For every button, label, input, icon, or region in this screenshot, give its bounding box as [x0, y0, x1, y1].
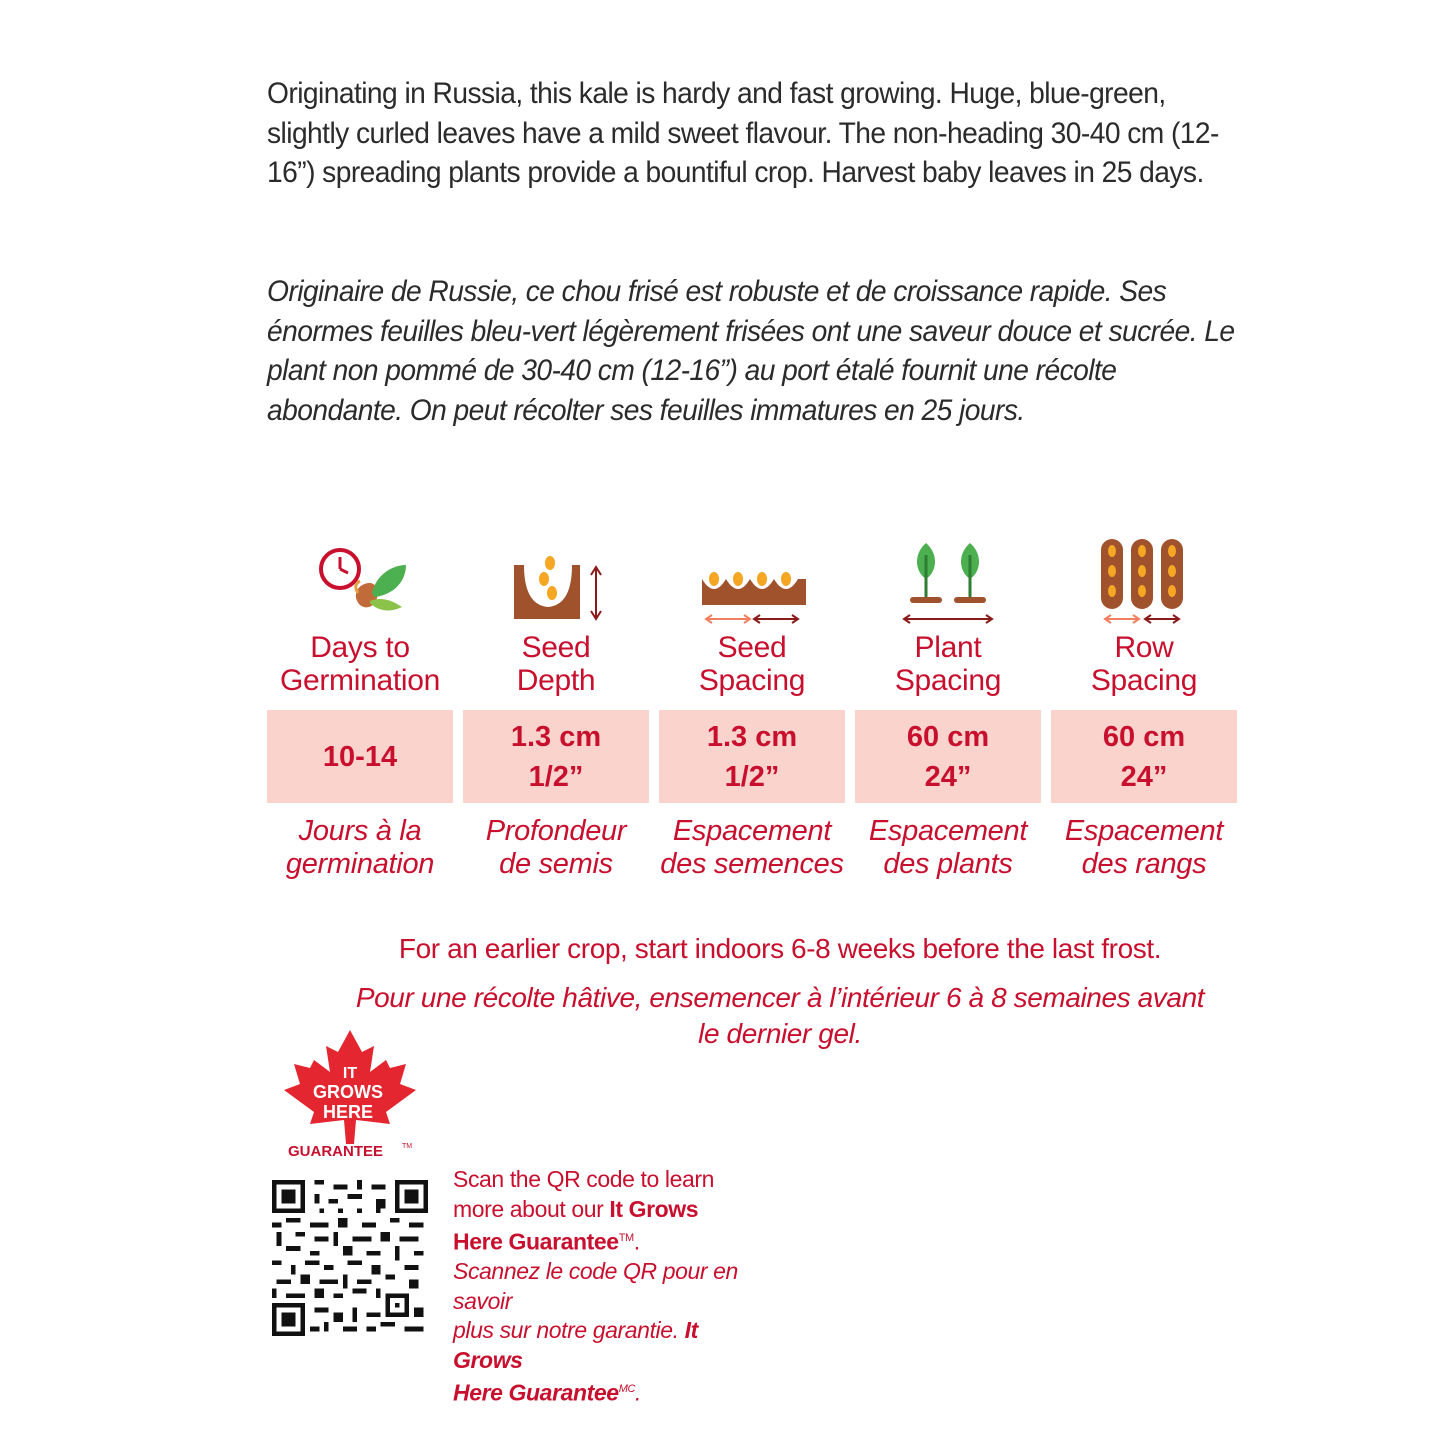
growing-info-table — [267, 535, 1237, 895]
indoor-note-english: For an earlier crop, start indoors 6-8 weeks before the last frost. — [398, 933, 1162, 964]
seed-spacing-icon — [659, 535, 845, 625]
fr-label-days-to-germination: Jours à la germination — [285, 815, 435, 880]
label-seed-depth: Seed Depth — [516, 631, 596, 697]
label-row-spacing: Row Spacing — [1090, 631, 1198, 697]
plant-spacing-icon — [855, 535, 1041, 625]
indoor-note-french: Pour une récolte hâtive, ensemencer à l’intérieur 6 à 8 semaines avant le dernier gel. — [355, 982, 1205, 1049]
info-column-plant-spacing — [855, 535, 1041, 895]
info-column-seed-depth — [463, 535, 649, 895]
guarantee-french: Scannez le code QR pour en savoir plus sur notre garantie. It Grows Here Guarantee$^{MC}$. — [453, 1258, 738, 1406]
value-days-to-germination: 10-14 — [267, 710, 453, 803]
svg-text:IT: IT — [342, 1065, 358, 1082]
guarantee-english: Scan the QR code to learn more about our It Grows Here Guarantee™. — [453, 1166, 715, 1255]
description-english: Originating in Russia, this kale is hardy and fast growing. Huge, blue-green, slightly curled leaves have a mild sweet flavour. The non-heading 30-40 cm (12-16”) spreading plants provide a bountiful crop. Harvest baby leaves in 25 days. — [267, 77, 1219, 189]
svg-text:TM: TM — [402, 1143, 413, 1150]
value-plant-spacing: 60 cm 24” — [855, 710, 1041, 803]
fr-label-seed-depth: Profondeur de semis — [485, 815, 627, 880]
fr-label-row-spacing: Espacement des rangs — [1064, 815, 1224, 880]
description-french: Originaire de Russie, ce chou frisé est robuste et de croissance rapide. Ses énormes feuilles bleu-vert légèrement frisées ont une saveur douce et sucrée. Le plant non pommé de 30-40 cm (12-16”) au port étalé fournit une récolte abondante. On peut récolter ses feuilles immatures en 25 jours. — [267, 275, 1235, 427]
seed-depth-icon — [463, 535, 649, 625]
fr-label-seed-spacing: Espacement des semences — [660, 815, 844, 880]
value-row-spacing: 60 cm 24” — [1051, 710, 1237, 803]
row-spacing-icon — [1051, 535, 1237, 625]
label-seed-spacing: Seed Spacing — [698, 631, 806, 697]
svg-text:HERE: HERE — [322, 1102, 374, 1122]
svg-text:GROWS: GROWS — [313, 1082, 383, 1102]
info-column-row-spacing — [1051, 535, 1237, 895]
label-days-to-germination: Days to Germination — [279, 631, 441, 697]
qr-code[interactable] — [272, 1180, 428, 1336]
value-seed-spacing: 1.3 cm 1/2” — [659, 710, 845, 803]
label-plant-spacing: Plant Spacing — [894, 631, 1002, 697]
fr-label-plant-spacing: Espacement des plants — [868, 815, 1028, 880]
info-column-days-to-germination — [267, 535, 453, 895]
it-grows-here-maple-leaf-logo — [270, 1028, 430, 1164]
value-seed-depth: 1.3 cm 1/2” — [463, 710, 649, 803]
info-column-seed-spacing — [659, 535, 845, 895]
germination-clock-icon — [267, 535, 453, 625]
guarantee-qr-description — [453, 1165, 773, 1408]
svg-text:GUARANTEE: GUARANTEE — [288, 1143, 384, 1160]
